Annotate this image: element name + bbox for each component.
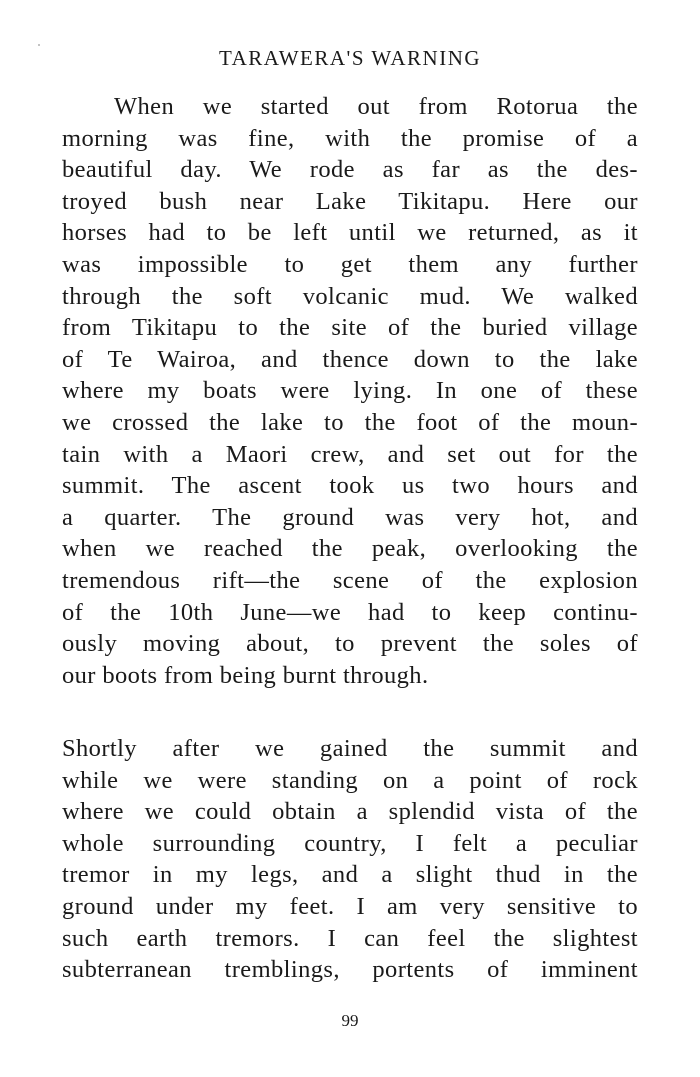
text-line: horses had to be left until we returned, as it — [62, 219, 638, 247]
text-line: where my boats were lying. In one of these — [62, 377, 638, 405]
paragraph-2 — [62, 733, 638, 986]
text-line: tain with a Maori crew, and set out for the — [62, 440, 638, 468]
text-line: tremor in my legs, and a slight thud in the — [62, 861, 638, 889]
text-line: subterranean tremblings, portents of imminent — [62, 956, 638, 984]
text-line: Shortly after we gained the summit and — [62, 735, 638, 762]
text-line: ously moving about, to prevent the soles of — [62, 630, 638, 658]
text-line: where we could obtain a splendid vista of the — [62, 798, 638, 826]
text-line: When we started out from Rotorua the — [114, 93, 638, 120]
page-number: 99 — [341, 1011, 359, 1030]
text-line: was impossible to get them any further — [62, 250, 638, 278]
text-line: whole surrounding country, I felt a peculiar — [62, 829, 638, 857]
text-line: summit. The ascent took us two hours and — [62, 472, 638, 500]
text-line: troyed bush near Lake Tikitapu. Here our — [62, 187, 638, 215]
text-line: through the soft volcanic mud. We walked — [62, 282, 638, 310]
text-line: our boots from being burnt through. — [62, 661, 429, 689]
text-line: of Te Wairoa, and thence down to the lake — [62, 345, 638, 373]
paragraph-1 — [62, 91, 638, 691]
text-line: of the 10th June—we had to keep continu- — [62, 598, 638, 626]
text-line: such earth tremors. I can feel the slightest — [62, 924, 638, 952]
text-line: beautiful day. We rode as far as the des- — [62, 156, 638, 184]
text-line: ground under my feet. I am very sensitive to — [62, 892, 638, 920]
text-line: when we reached the peak, overlooking the — [62, 535, 638, 563]
text-line: a quarter. The ground was very hot, and — [62, 503, 638, 531]
text-line: while we were standing on a point of rock — [62, 766, 638, 794]
text-line: from Tikitapu to the site of the buried village — [62, 314, 638, 342]
text-line: tremendous rift—the scene of the explosion — [62, 566, 638, 594]
text-line: morning was fine, with the promise of a — [62, 124, 638, 152]
text-line: we crossed the lake to the foot of the moun- — [62, 408, 638, 436]
running-header: TARAWERA'S WARNING — [218, 46, 482, 70]
